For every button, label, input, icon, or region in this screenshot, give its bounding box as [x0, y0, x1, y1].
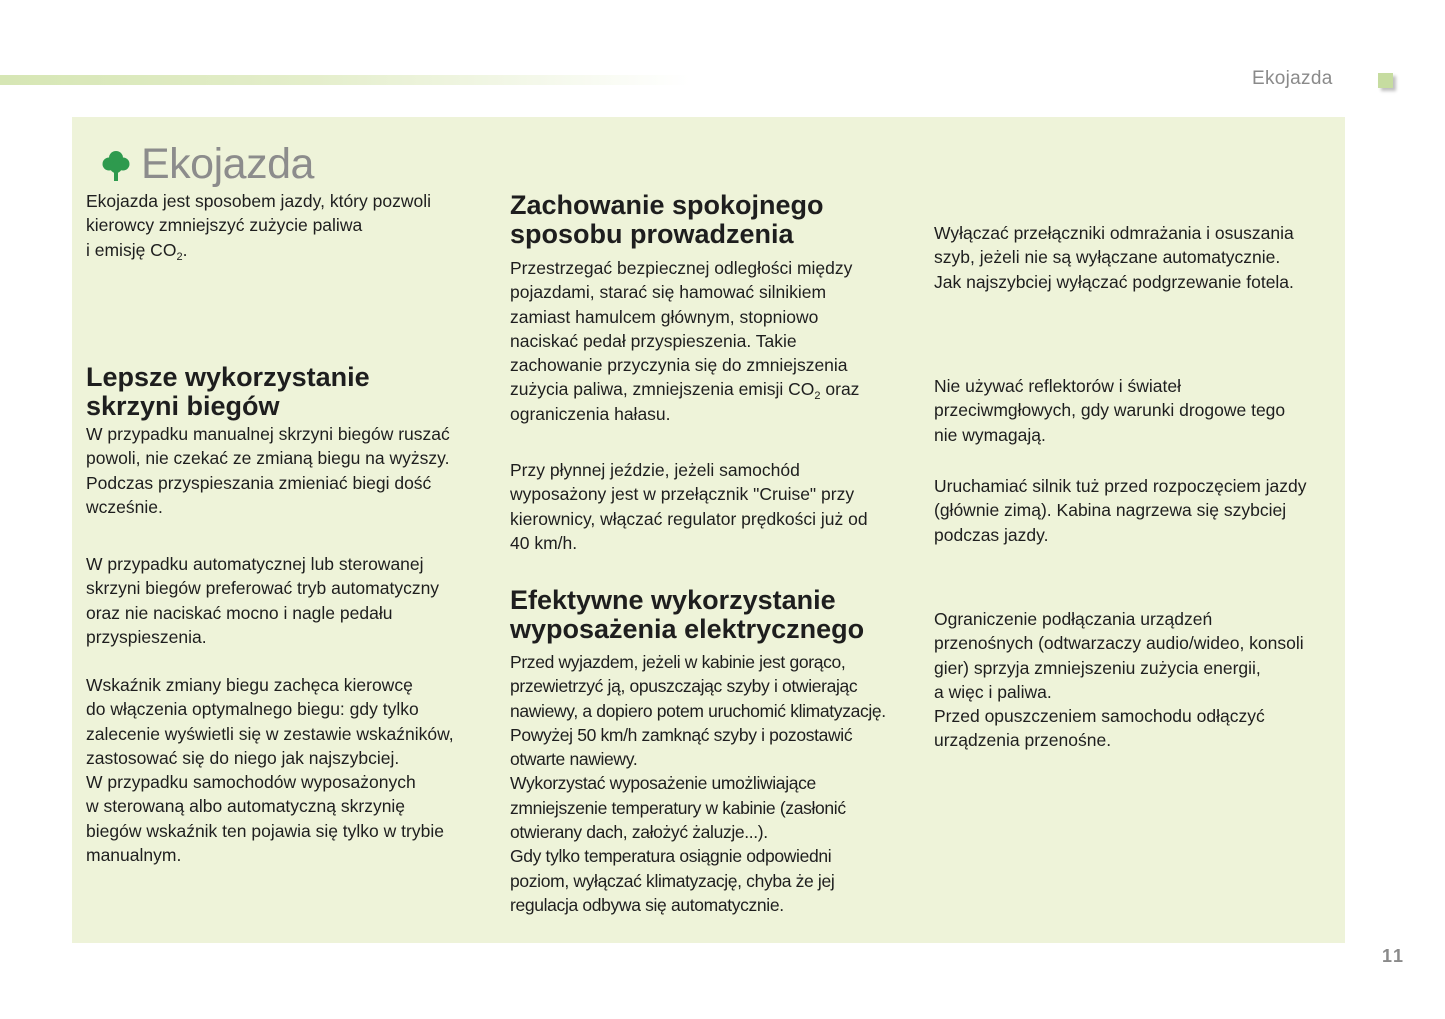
text-line: Wskaźnik zmiany biegu zachęca kierowcę: [86, 675, 413, 695]
text-line: przenośnych (odtwarzaczy audio/wideo, konsoli: [934, 633, 1304, 654]
text-line: zmniejszenie temperatury w kabinie (zasłonić: [510, 797, 846, 818]
text-line: a więc i paliwa.: [934, 681, 1052, 702]
text-line: W przypadku manualnej skrzyni biegów ruszać: [86, 424, 450, 444]
intro-line-co2: [86, 238, 506, 262]
text-line: W przypadku samochodów wyposażonych: [86, 772, 416, 793]
text-line: zamiast hamulcem głównym, stopniowo: [510, 306, 819, 327]
gearbox-paragraph-3: [86, 673, 506, 867]
text-line: ograniczenia hałasu.: [510, 403, 671, 424]
page-number: 11: [1382, 946, 1406, 966]
text-line: pojazdami, starać się hamować silnikiem: [510, 282, 827, 303]
text-line: otwierany dach, założyć żaluzje...).: [510, 822, 768, 843]
heading-electrical: [510, 586, 920, 644]
text-line: Powyżej 50 km/h zamknąć szyby i pozostawić: [510, 724, 853, 745]
gearbox-paragraph-2: [86, 552, 506, 649]
text-line-co2: [510, 377, 920, 401]
text-line: Nie używać reflektorów i świateł: [934, 376, 1182, 396]
heading-calm-driving: [510, 191, 920, 249]
co2-text: zużycia paliwa, zmniejszenia emisji CO: [510, 379, 815, 400]
text-line: naciskać pedał przyspieszenia. Takie: [510, 330, 797, 351]
text-line: Ograniczenie podłączania urządzeń: [934, 609, 1213, 629]
gearbox-paragraph-1: [86, 422, 506, 519]
heading-line: wyposażenia elektrycznego: [510, 614, 865, 644]
text-line: W przypadku automatycznej lub sterowanej: [86, 554, 424, 574]
text-line: szyb, jeżeli nie są wyłączane automatycznie.: [934, 247, 1281, 268]
text-line: Podczas przyspieszania zmieniać biegi dość: [86, 472, 432, 493]
header-section-label: Ekojazda: [1252, 68, 1333, 89]
text-line: poziom, wyłączać klimatyzację, chyba że jej: [510, 870, 835, 891]
text-line: Jak najszybciej wyłączać podgrzewanie fotela.: [934, 271, 1294, 292]
column3-paragraph-4: [934, 607, 1344, 753]
heading-line: sposobu prowadzenia: [510, 219, 794, 249]
column3-paragraph-3: [934, 474, 1344, 547]
column3-paragraph-2: [934, 374, 1344, 447]
text-line: nawiewy, a dopiero potem uruchomić klimatyzację.: [510, 700, 886, 721]
text-line: kierownicy, włączać regulator prędkości już od: [510, 508, 868, 529]
intro-line: kierowcy zmniejszyć zużycie paliwa: [86, 215, 363, 236]
text-line: otwarte nawiewy.: [510, 749, 638, 770]
text-line: przyspieszenia.: [86, 626, 207, 647]
heading-line: Zachowanie spokojnego: [510, 190, 824, 220]
header-square-marker: [1378, 73, 1393, 88]
intro-co2-period: .: [182, 239, 188, 260]
text-line: przeciwmgłowych, gdy warunki drogowe tego: [934, 400, 1286, 421]
text-line: powoli, nie czekać ze zmianą biegu na wyższy.: [86, 448, 450, 469]
heading-line: Efektywne wykorzystanie: [510, 585, 836, 615]
intro-co2-text: i emisję CO: [86, 239, 177, 260]
text-line: w sterowaną albo automatyczną skrzynię: [86, 796, 406, 817]
text-line: Przestrzegać bezpiecznej odległości między: [510, 258, 853, 278]
text-line: do włączenia optymalnego biegu: gdy tylko: [86, 699, 419, 720]
text-line: Przed opuszczeniem samochodu odłączyć: [934, 706, 1265, 727]
heading-line: Lepsze wykorzystanie: [86, 362, 370, 392]
calm-driving-paragraph-1: [510, 256, 920, 426]
intro-paragraph: [86, 189, 506, 262]
text-line: Przy płynnej jeździe, jeżeli samochód: [510, 460, 800, 480]
co2-subscript: 2: [176, 250, 183, 263]
text-line: urządzenia przenośne.: [934, 730, 1112, 751]
text-line: oraz nie naciskać mocno i nagle pedału: [86, 602, 393, 623]
text-line: manualnym.: [86, 845, 182, 866]
intro-line: Ekojazda jest sposobem jazdy, który pozwoli: [86, 191, 431, 211]
text-line: Wyłączać przełączniki odmrażania i osuszania: [934, 223, 1294, 243]
text-line: Uruchamiać silnik tuż przed rozpoczęciem jazdy: [934, 476, 1307, 496]
tree-icon: [102, 150, 130, 182]
text-line: nie wymagają.: [934, 424, 1046, 445]
text-line: (głównie zimą). Kabina nagrzewa się szybciej: [934, 500, 1287, 521]
text-line: przewietrzyć ją, opuszczając szyby i otwierając: [510, 676, 858, 697]
heading-gearbox: [86, 363, 506, 421]
text-line: wyposażony jest w przełącznik "Cruise" przy: [510, 484, 855, 505]
text-line: Wykorzystać wyposażenie umożliwiające: [510, 773, 816, 794]
text-line: zalecenie wyświetli się w zestawie wskaźników,: [86, 723, 454, 744]
text-line: wcześnie.: [86, 496, 163, 517]
text-line: zastosować się do niego jak najszybciej.: [86, 747, 400, 768]
text-line: skrzyni biegów preferować tryb automatyczny: [86, 578, 440, 599]
text-line: Gdy tylko temperatura osiągnie odpowiedni: [510, 846, 832, 867]
text-line: 40 km/h.: [510, 532, 578, 553]
heading-line: skrzyni biegów: [86, 391, 280, 421]
text-line: zachowanie przyczynia się do zmniejszenia: [510, 355, 848, 376]
text-line: biegów wskaźnik ten pojawia się tylko w trybie: [86, 820, 444, 841]
text-line: regulacja odbywa się automatycznie.: [510, 894, 784, 915]
page-title: Ekojazda: [141, 140, 314, 188]
co2-text-after: oraz: [820, 379, 860, 400]
text-line: Przed wyjazdem, jeżeli w kabinie jest gorąco,: [510, 652, 846, 672]
calm-driving-paragraph-2: [510, 458, 920, 555]
electrical-paragraph: [510, 650, 920, 917]
text-line: podczas jazdy.: [934, 524, 1049, 545]
header-gradient-rule: [0, 75, 690, 85]
co2-subscript: 2: [814, 390, 821, 403]
column3-paragraph-1: [934, 221, 1344, 294]
text-line: gier) sprzyja zmniejszeniu zużycia energii,: [934, 657, 1261, 678]
